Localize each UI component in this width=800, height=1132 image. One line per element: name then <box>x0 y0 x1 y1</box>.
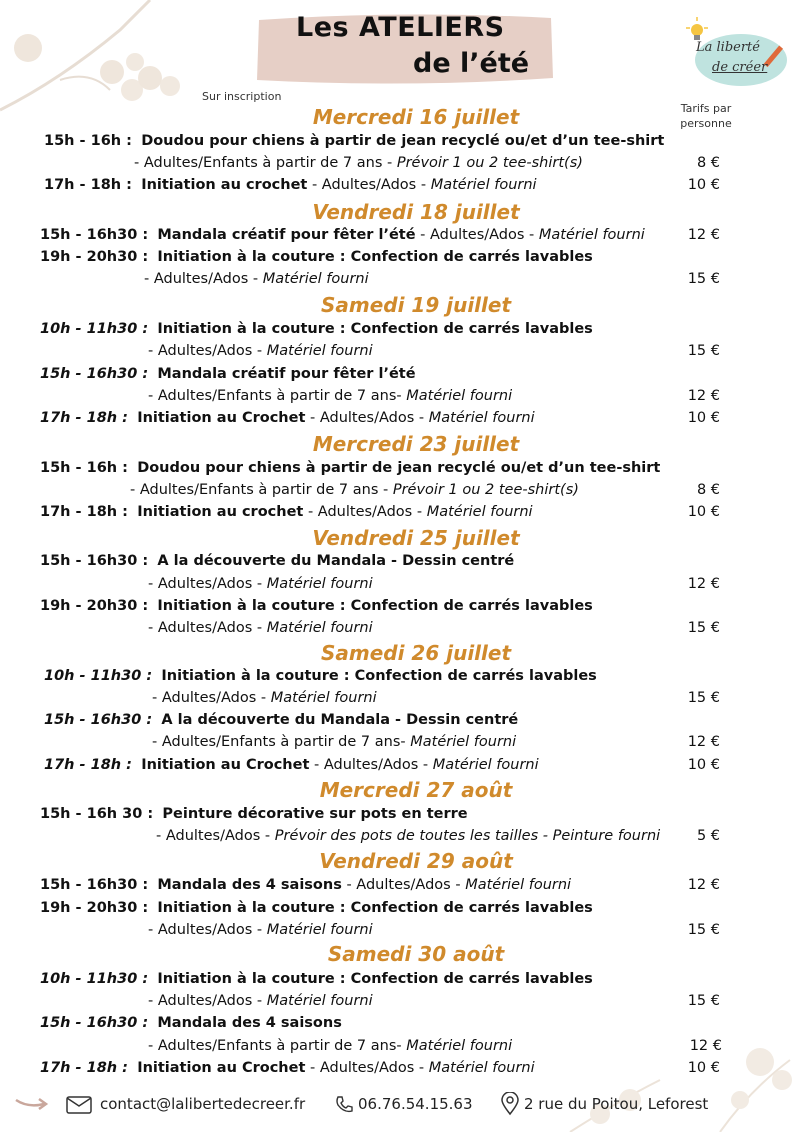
price: 15 € <box>687 922 720 938</box>
day-heading: Vendredi 18 juillet <box>312 200 520 224</box>
schedule-line: - Adultes/Enfants à partir de 7 ans - Prévoir 1 ou 2 tee-shirt(s) <box>134 155 583 171</box>
price: 10 € <box>687 757 720 773</box>
price: 10 € <box>687 177 720 193</box>
day-heading: Mercredi 16 juillet <box>312 105 520 129</box>
schedule-line: 19h - 20h30 : Initiation à la couture : Confection de carrés lavables <box>40 900 593 916</box>
schedule-line: - Adultes/Ados - Matériel fourni <box>148 620 373 636</box>
flower-decoration-icon <box>0 0 190 120</box>
schedule-line: - Adultes/Enfants à partir de 7 ans- Matériel fourni <box>148 1038 513 1054</box>
email-icon <box>66 1095 92 1115</box>
schedule-line: 17h - 18h : Initiation au crochet - Adultes/Ados - Matériel fourni <box>44 177 537 193</box>
contact-email[interactable]: contact@lalibertedecreer.fr <box>100 1095 306 1113</box>
schedule-line: - Adultes/Ados - Matériel fourni <box>148 993 373 1009</box>
price: 8 € <box>696 155 720 171</box>
schedule-line: 15h - 16h : Doudou pour chiens à partir de jean recyclé ou/et d’un tee-shirt <box>44 133 665 149</box>
contact-address: 2 rue du Poitou, Leforest <box>524 1095 709 1113</box>
price: 5 € <box>696 828 720 844</box>
schedule-line: 10h - 11h30 : Initiation à la couture : Confection de carrés lavables <box>40 321 593 337</box>
schedule-line: - Adultes/Enfants à partir de 7 ans - Prévoir 1 ou 2 tee-shirt(s) <box>130 482 579 498</box>
price: 12 € <box>687 734 720 750</box>
schedule-line: 15h - 16h30 : A la découverte du Mandala - Dessin centré <box>44 712 519 728</box>
logo-text-2: de créer <box>712 60 768 75</box>
lightbulb-icon <box>686 17 708 40</box>
price: 15 € <box>687 620 720 636</box>
schedule-line: 19h - 20h30 : Initiation à la couture : Confection de carrés lavables <box>40 249 593 265</box>
price: 15 € <box>687 343 720 359</box>
price: 12 € <box>687 227 720 243</box>
price: 12 € <box>687 388 720 404</box>
price: 10 € <box>687 1060 720 1076</box>
logo-text-1: La liberté <box>696 40 760 55</box>
day-heading: Vendredi 25 juillet <box>312 526 520 550</box>
schedule-line: 15h - 16h30 : Mandala créatif pour fêter l’été <box>40 366 416 382</box>
day-heading: Samedi 19 juillet <box>320 293 512 317</box>
day-heading: Vendredi 29 août <box>319 849 513 873</box>
day-heading: Mercredi 23 juillet <box>312 432 520 456</box>
schedule-line: - Adultes/Ados - Matériel fourni <box>152 690 377 706</box>
schedule-line: - Adultes/Ados - Matériel fourni <box>148 922 373 938</box>
schedule-line: 19h - 20h30 : Initiation à la couture : Confection de carrés lavables <box>40 598 593 614</box>
schedule-line: 17h - 18h : Initiation au Crochet - Adultes/Ados - Matériel fourni <box>44 757 539 773</box>
schedule-line: 15h - 16h 30 : Peinture décorative sur pots en terre <box>40 806 468 822</box>
price: 12 € <box>687 877 720 893</box>
price-header: Tarifs par personne <box>680 102 732 130</box>
registration-note: Sur inscription <box>202 90 282 103</box>
schedule-line: 17h - 18h : Initiation au Crochet - Adultes/Ados - Matériel fourni <box>40 410 535 426</box>
schedule-line: - Adultes/Ados - Matériel fourni <box>148 576 373 592</box>
schedule-line: 15h - 16h30 : A la découverte du Mandala - Dessin centré <box>40 553 515 569</box>
schedule-line: 17h - 18h : Initiation au crochet - Adultes/Ados - Matériel fourni <box>40 504 533 520</box>
schedule-line: 15h - 16h30 : Mandala créatif pour fêter l’été - Adultes/Ados - Matériel fourni <box>40 227 645 243</box>
price: 15 € <box>687 271 720 287</box>
schedule-line: - Adultes/Ados - Prévoir des pots de toutes les tailles - Peinture fourni <box>156 828 661 844</box>
schedule-line: 10h - 11h30 : Initiation à la couture : Confection de carrés lavables <box>44 668 597 684</box>
flower-decoration-icon <box>560 1040 800 1132</box>
title-line-2: de l’été <box>413 48 530 79</box>
day-heading: Mercredi 27 août <box>319 778 513 802</box>
schedule-line: - Adultes/Ados - Matériel fourni <box>148 343 373 359</box>
price: 15 € <box>687 993 720 1009</box>
price: 12 € <box>687 576 720 592</box>
day-heading: Samedi 30 août <box>327 942 505 966</box>
day-heading: Samedi 26 juillet <box>320 641 512 665</box>
price: 8 € <box>696 482 720 498</box>
contact-phone[interactable]: 06.76.54.15.63 <box>358 1095 473 1113</box>
schedule-line: 15h - 16h : Doudou pour chiens à partir de jean recyclé ou/et d’un tee-shirt <box>40 460 661 476</box>
price: 10 € <box>687 504 720 520</box>
location-pin-icon <box>500 1092 520 1116</box>
schedule-line: - Adultes/Enfants à partir de 7 ans- Matériel fourni <box>148 388 513 404</box>
schedule-line: 17h - 18h : Initiation au Crochet - Adultes/Ados - Matériel fourni <box>40 1060 535 1076</box>
price: 12 € <box>689 1038 722 1054</box>
schedule-line: - Adultes/Enfants à partir de 7 ans- Matériel fourni <box>152 734 517 750</box>
schedule-line: 15h - 16h30 : Mandala des 4 saisons <box>40 1015 342 1031</box>
title-line-1: Les ATELIERS <box>296 12 505 43</box>
arrow-icon <box>14 1094 50 1116</box>
schedule-line: 15h - 16h30 : Mandala des 4 saisons - Adultes/Ados - Matériel fourni <box>40 877 572 893</box>
phone-icon <box>334 1095 354 1115</box>
schedule-line: - Adultes/Ados - Matériel fourni <box>144 271 369 287</box>
schedule-line: 10h - 11h30 : Initiation à la couture : Confection de carrés lavables <box>40 971 593 987</box>
price: 15 € <box>687 690 720 706</box>
price: 10 € <box>687 410 720 426</box>
